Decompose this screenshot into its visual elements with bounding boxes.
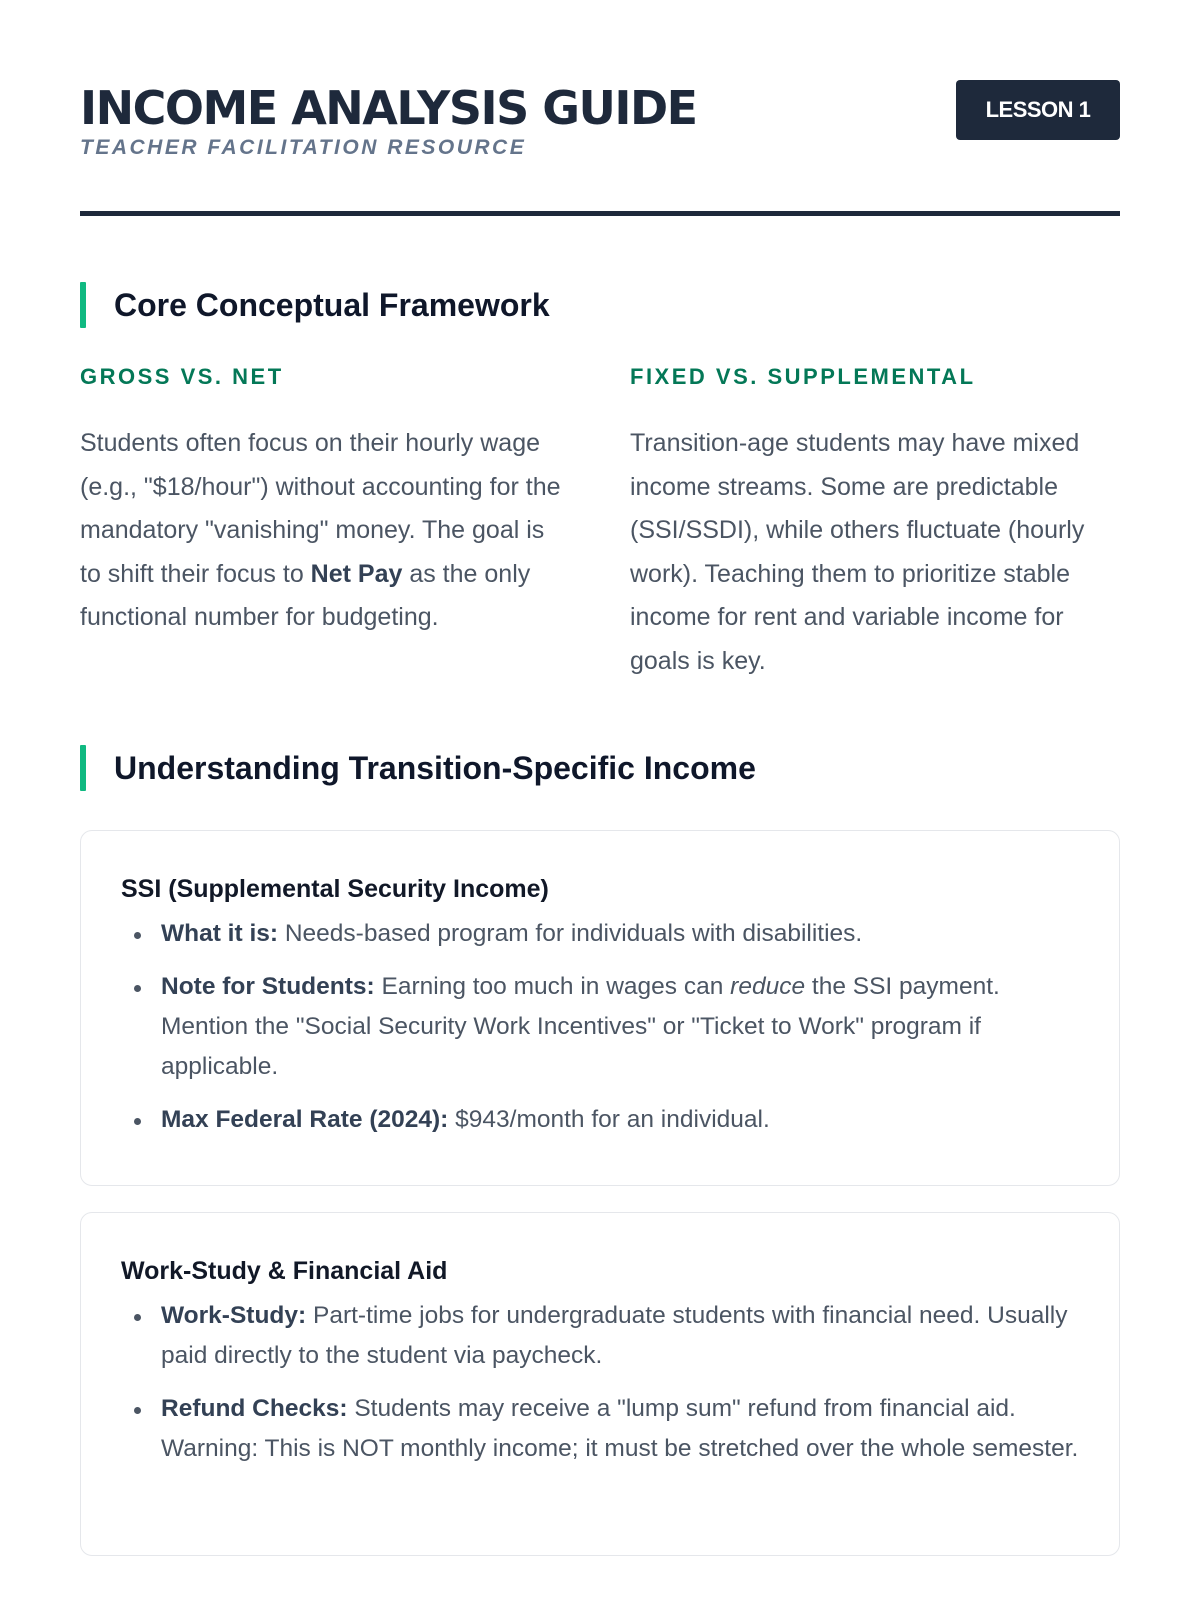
item-text: Students may receive a "lump sum" refund from financial aid. Warning: This is NOT monthly income; it must be stretched over the whole semester. [161, 1395, 1079, 1462]
page-title: INCOME ANALYSIS GUIDE [80, 81, 697, 135]
section-heading-framework [80, 282, 550, 328]
card-list [121, 914, 1079, 1140]
item-label: Work-Study: [161, 1302, 307, 1329]
section-title: Understanding Transition-Specific Income [114, 749, 756, 786]
page-header [80, 0, 1120, 216]
column-body [80, 422, 570, 640]
card-title: Work-Study & Financial Aid [121, 1257, 448, 1285]
list-item [121, 967, 1079, 1087]
column-body: Transition-age students may have mixed income streams. Some are predictable (SSI/SSDI), while others fluctuate (hourly work). Teaching them to prioritize stable income for rent and variable income for goals is key. [630, 429, 1085, 675]
item-text: Needs-based program for individuals with disabilities. [278, 920, 863, 947]
work-study-card [80, 1212, 1120, 1556]
list-item [121, 914, 1079, 954]
item-text: Earning too much in wages can [374, 973, 731, 1000]
item-label: What it is: [161, 920, 279, 947]
fixed-vs-supplemental-column [630, 364, 1130, 683]
body-text: as the only functional number for budgeting. [80, 559, 531, 631]
section-heading-transition [80, 745, 756, 791]
body-text: Students often focus on their hourly wage (e.g., "$18/hour") without accounting for the mandatory "vanishing" money. The goal is to shift their focus to [80, 429, 561, 588]
card-list [121, 1296, 1079, 1469]
column-label: GROSS VS. NET [80, 364, 284, 389]
lesson-badge: LESSON 1 [956, 80, 1120, 140]
item-emphasis: reduce [730, 973, 806, 1000]
gross-vs-net-column [80, 364, 570, 640]
item-label: Note for Students: [161, 973, 375, 1000]
list-item [121, 1389, 1079, 1469]
section-title: Core Conceptual Framework [114, 286, 550, 323]
column-label: FIXED VS. SUPPLEMENTAL [630, 364, 976, 389]
item-label: Refund Checks: [161, 1395, 348, 1422]
accent-bar [80, 282, 86, 328]
accent-bar [80, 745, 86, 791]
list-item [121, 1296, 1079, 1376]
item-text: Part-time jobs for undergraduate students with financial need. Usually paid directly to the student via paycheck. [161, 1302, 1068, 1369]
item-text: the SSI payment. Mention the "Social Security Work Incentives" or "Ticket to Work" program if applicable. [161, 973, 1000, 1080]
body-emphasis: Net Pay [310, 559, 403, 588]
ssi-card [80, 830, 1120, 1186]
list-item [121, 1100, 1079, 1140]
item-text: $943/month for an individual. [448, 1106, 770, 1133]
card-title: SSI (Supplemental Security Income) [121, 875, 549, 903]
page-subtitle: TEACHER FACILITATION RESOURCE [80, 136, 527, 159]
item-label: Max Federal Rate (2024): [161, 1106, 449, 1133]
